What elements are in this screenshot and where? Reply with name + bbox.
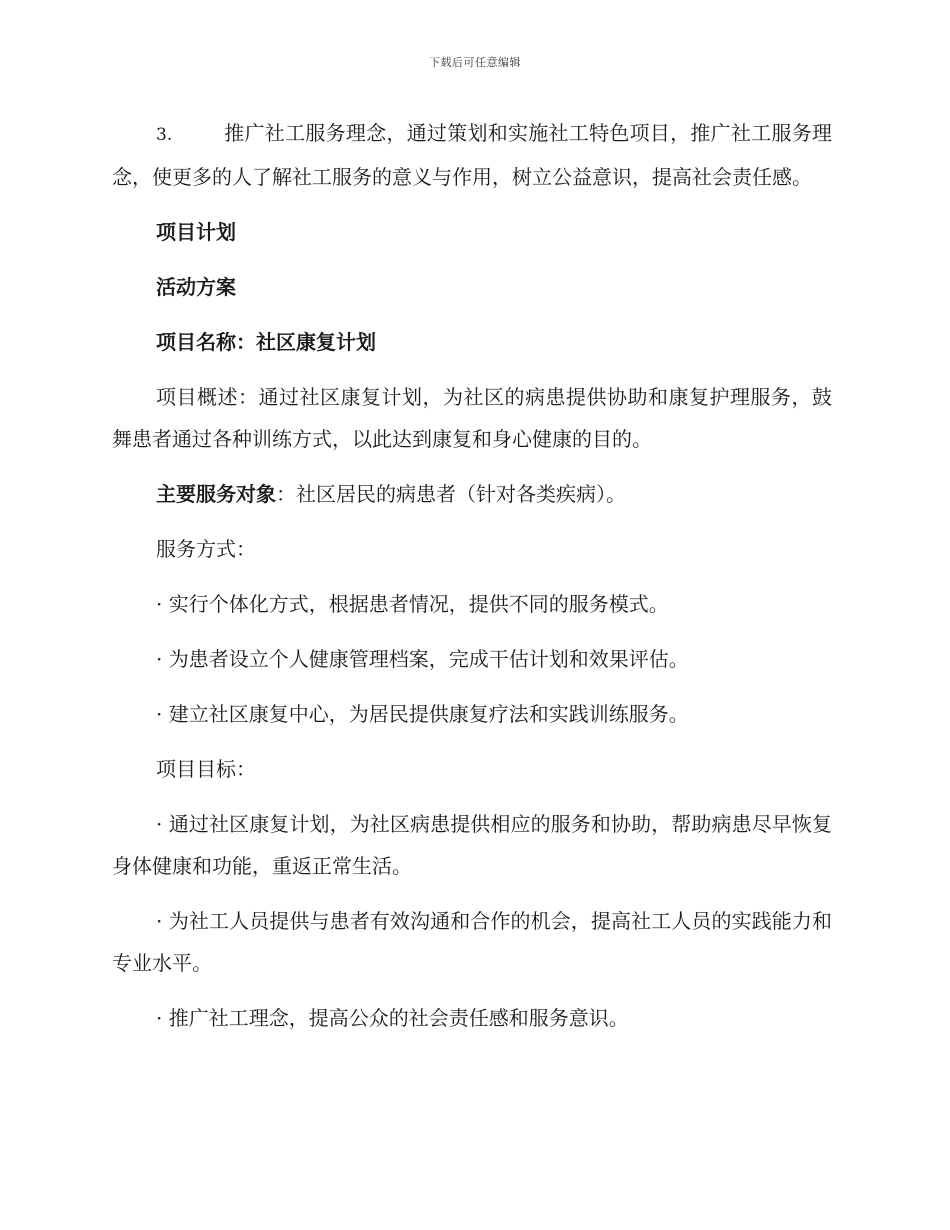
service-item: · 为患者设立个人健康管理档案，完成干估计划和效果评估。 [156,647,689,671]
target-label: 主要服务对象 [156,482,276,506]
heading-project-plan: 项目计划 [156,220,236,244]
paragraph-text: 推广社工服务理念，通过策划和实施社工特色项目，推广社工服务理念，使更多的人了解社工服务的意义与作用，树立公益意识，提高社会责任感。 [112,121,832,189]
paragraph-number: 3. [156,125,173,145]
service-intro: 服务方式： [156,537,256,561]
goal-item: · 推广社工理念，提高公众的社会责任感和服务意识。 [156,1006,629,1030]
service-item: · 建立社区康复中心，为居民提供康复疗法和实践训练服务。 [156,702,689,726]
page-header: 下载后可任意编辑 [429,56,521,69]
paragraph-target [112,473,832,515]
paragraph-overview: 项目概述：通过社区康复计划，为社区的病患提供协助和康复护理服务，鼓舞患者通过各种训练方式，以此达到康复和身心健康的目的。 [112,385,832,451]
goals-intro: 项目目标： [156,757,256,781]
document-body [112,112,832,1052]
heading-activity-plan: 活动方案 [156,275,236,299]
target-text: ：社区居民的病患者（针对各类疾病）。 [276,482,626,506]
goal-item: · 通过社区康复计划，为社区病患提供相应的服务和协助，帮助病患尽早恢复身体健康和功能，重返正常生活。 [112,812,832,878]
paragraph-promote-concept [112,112,832,198]
heading-project-name: 项目名称：社区康复计划 [156,330,376,354]
service-item: · 实行个体化方式，根据患者情况，提供不同的服务模式。 [156,592,669,616]
goal-item: · 为社工人员提供与患者有效沟通和合作的机会，提高社工人员的实践能力和专业水平。 [112,909,832,975]
